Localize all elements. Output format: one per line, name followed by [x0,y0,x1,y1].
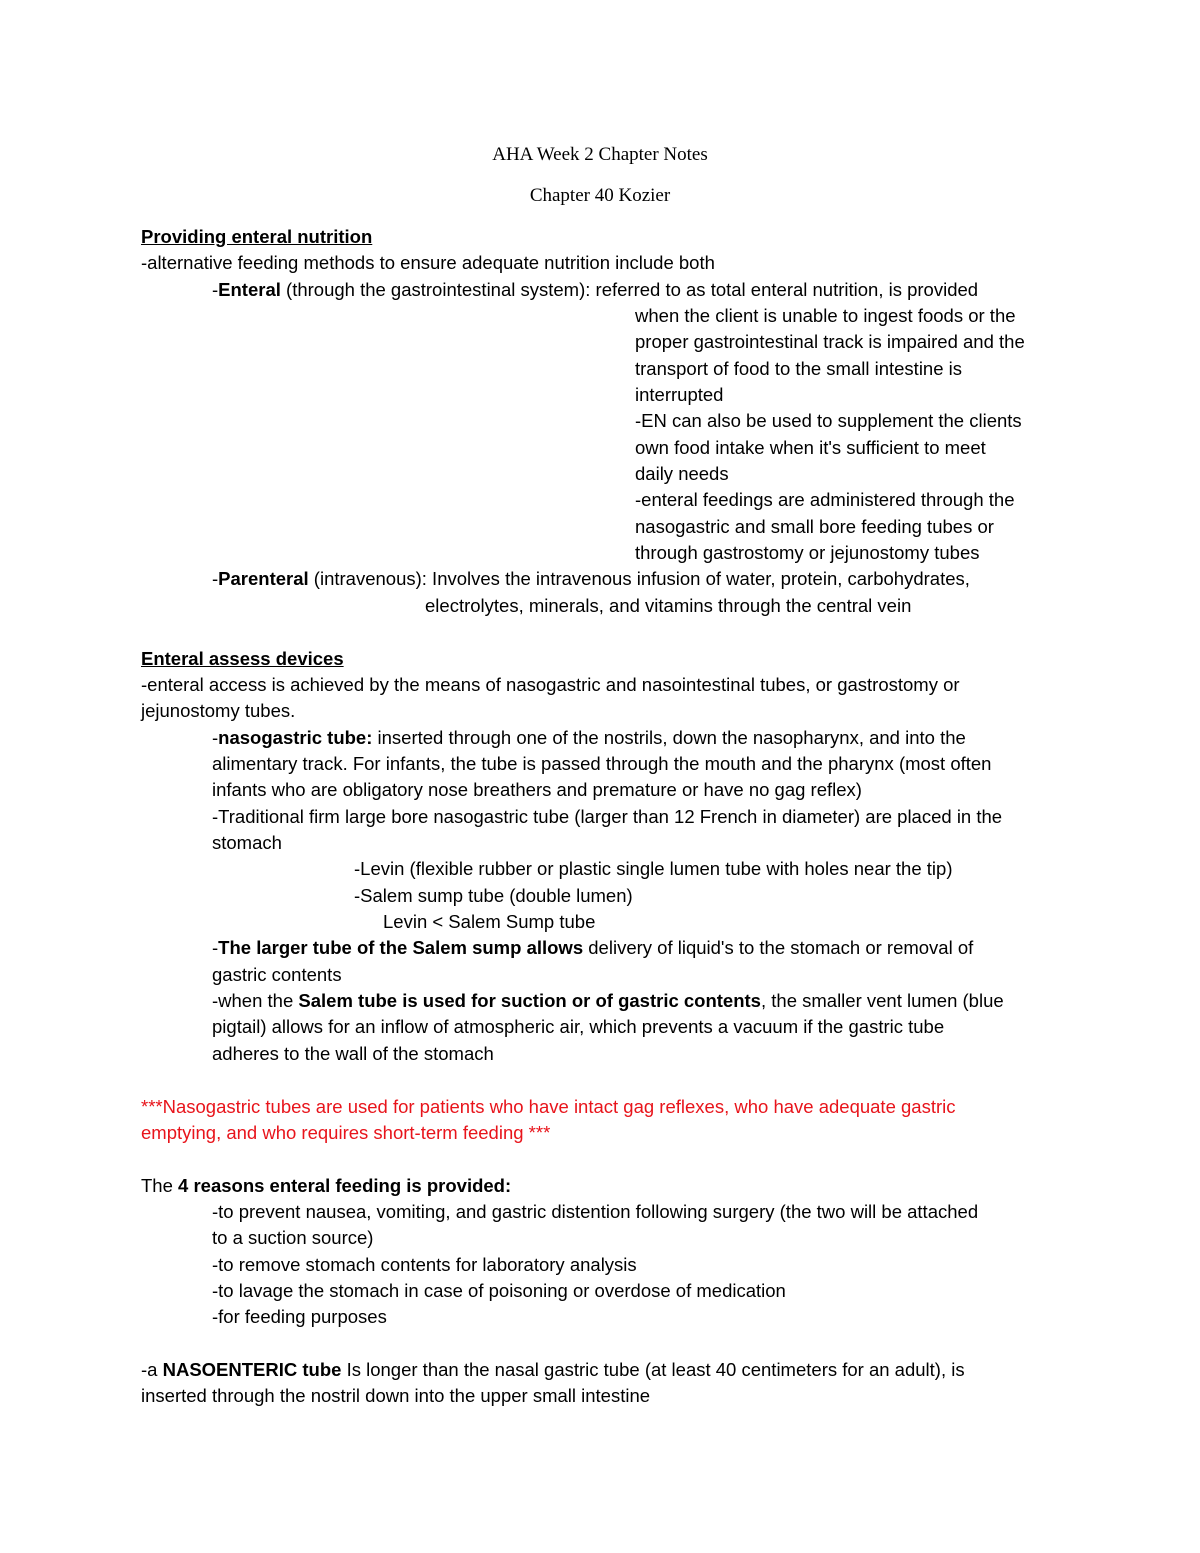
devices-intro: jejunostomy tubes. [141,700,296,721]
nasogastric-continuation: infants who are obligatory nose breathers and premature or have no gag reflex) [212,779,862,800]
enteral-continuation: nasogastric and small bore feeding tubes or [635,516,994,537]
nasoenteric-term: NASOENTERIC tube [162,1359,342,1380]
reasons-heading: The 4 reasons enteral feeding is provided: [141,1175,512,1196]
reason-item: -to lavage the stomach in case of poisoning or overdose of medication [212,1280,786,1301]
reason-item: -for feeding purposes [212,1306,387,1327]
document-subtitle: Chapter 40 Kozier [529,185,671,206]
salem-suction-continuation: adheres to the wall of the stomach [212,1043,494,1064]
salem-larger-tube-continuation: gastric contents [212,964,342,985]
nasoenteric-line: -a NASOENTERIC tube Is longer than the nasal gastric tube (at least 40 centimeters for an adult), is [141,1359,965,1380]
reason-item: to a suction source) [212,1227,374,1248]
traditional-tube-line: -Traditional firm large bore nasogastric tube (larger than 12 French in diameter) are placed in the [212,806,1003,827]
parenteral-continuation: electrolytes, minerals, and vitamins through the central vein [425,595,912,616]
document-title: AHA Week 2 Chapter Notes [492,144,708,165]
enteral-term: Enteral [218,279,281,300]
section-intro: -alternative feeding methods to ensure adequate nutrition include both [141,252,715,273]
nasoenteric-continuation: inserted through the nostril down into the upper small intestine [141,1385,651,1406]
enteral-continuation: -enteral feedings are administered through the [635,489,1015,510]
important-note: ***Nasogastric tubes are used for patients who have intact gag reflexes, who have adequate gastric [141,1096,956,1117]
enteral-continuation: transport of food to the small intestine is [635,358,963,379]
important-note: emptying, and who requires short-term feeding *** [141,1122,551,1143]
tube-comparison-line: Levin < Salem Sump tube [383,911,596,932]
enteral-continuation: -EN can also be used to supplement the clients [635,410,1022,431]
enteral-continuation: when the client is unable to ingest foods or the [635,305,1016,326]
parenteral-term: Parenteral [218,568,309,589]
nasogastric-line: -nasogastric tube: inserted through one of the nostrils, down the nasopharynx, and into the [212,727,966,748]
section-heading-enteral-nutrition: Providing enteral nutrition [141,226,373,247]
enteral-continuation: daily needs [635,463,729,484]
levin-tube-line: -Levin (flexible rubber or plastic single lumen tube with holes near the tip) [354,858,953,879]
salem-tube-line: -Salem sump tube (double lumen) [354,885,633,906]
parenteral-line: -Parenteral (intravenous): Involves the intravenous infusion of water, protein, carbohydrates, [212,568,970,589]
nasogastric-term: nasogastric tube: [218,727,373,748]
traditional-tube-line: stomach [212,832,282,853]
enteral-continuation: interrupted [635,384,724,405]
salem-suction-line: -when the Salem tube is used for suction or of gastric contents, the smaller vent lumen (blue [212,990,1004,1011]
salem-larger-tube-line: -The larger tube of the Salem sump allows delivery of liquid's to the stomach or removal of [212,937,974,958]
reason-item: -to remove stomach contents for laboratory analysis [212,1254,637,1275]
reason-item: -to prevent nausea, vomiting, and gastric distention following surgery (the two will be attached [212,1201,979,1222]
nasogastric-continuation: alimentary track. For infants, the tube is passed through the mouth and the pharynx (most often [212,753,992,774]
enteral-line: -Enteral (through the gastrointestinal system): referred to as total enteral nutrition, is provided [212,279,979,300]
enteral-continuation: through gastrostomy or jejunostomy tubes [635,542,980,563]
enteral-continuation: own food intake when it's sufficient to meet [635,437,986,458]
section-heading-enteral-devices: Enteral assess devices [141,648,344,669]
devices-intro: -enteral access is achieved by the means of nasogastric and nasointestinal tubes, or gastrostomy or [141,674,960,695]
salem-suction-continuation: pigtail) allows for an inflow of atmospheric air, which prevents a vacuum if the gastric tube [212,1016,945,1037]
enteral-continuation: proper gastrointestinal track is impaired and the [635,331,1025,352]
